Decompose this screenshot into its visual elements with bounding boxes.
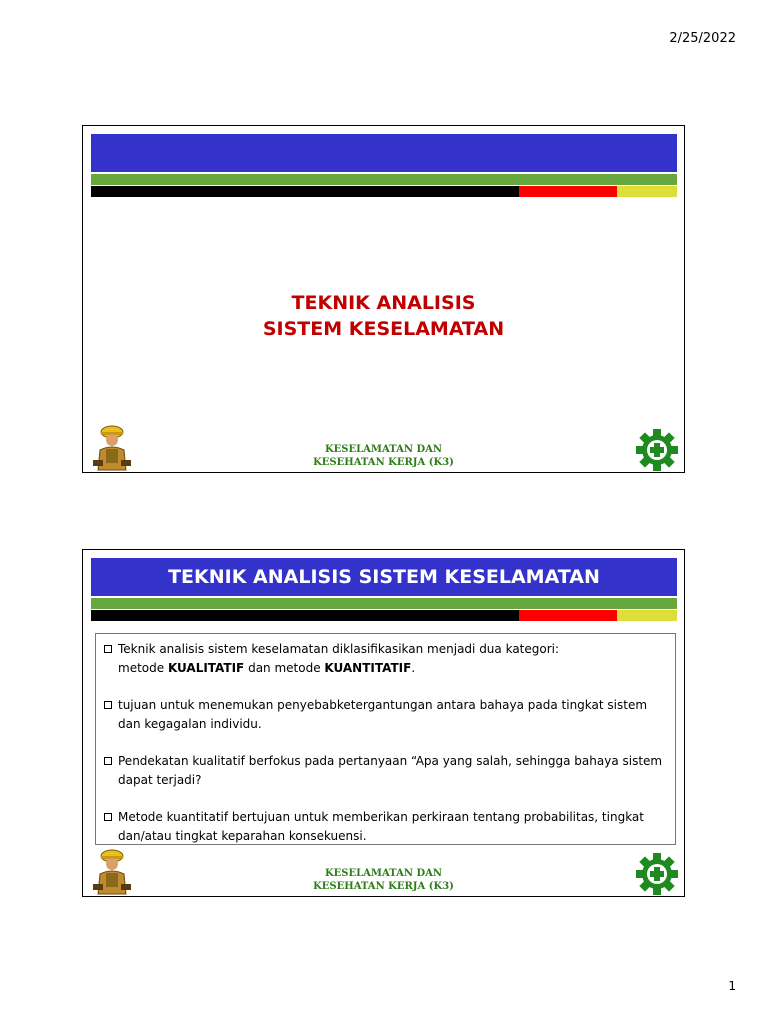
page-number: 1 (728, 979, 736, 993)
checkbox-bullet-icon (104, 813, 112, 821)
slide-2-color-rule (91, 610, 677, 621)
slide-2-content-box (95, 633, 676, 845)
slide-2-footer: KESELAMATAN DAN KESEHATAN KERJA (K3) (313, 868, 454, 892)
slide-2-title: TEKNIK ANALISIS SISTEM KESELAMATAN (168, 566, 600, 588)
bullet-item: Teknik analisis sistem keselamatan diklasifikasikan menjadi dua kategori: metode KUALITATIF dan metode KUANTITATIF. (104, 640, 667, 678)
slide-1-title: TEKNIK ANALISIS SISTEM KESELAMATAN (262, 292, 505, 340)
checkbox-bullet-icon (104, 757, 112, 765)
checkbox-bullet-icon (104, 701, 112, 709)
bullet-item: tujuan untuk menemukan penyebabketergantungan antara bahaya pada tingkat sistem dan kegagalan individu. (104, 696, 667, 734)
slide-1-header-band (91, 134, 677, 172)
checkbox-bullet-icon (104, 645, 112, 653)
slide-1-green-band (91, 174, 677, 185)
slide-1-color-rule (91, 186, 677, 197)
slide-1-footer: KESELAMATAN DAN KESEHATAN KERJA (K3) (313, 444, 454, 468)
k3-gear-icon (635, 852, 679, 896)
slide-2 (82, 549, 685, 897)
k3-gear-icon (635, 428, 679, 472)
slide-2-green-band (91, 598, 677, 609)
bullet-item: Metode kuantitatif bertujuan untuk memberikan perkiraan tentang probabilitas, tingkat dan/atau tingkat keparahan konsekuensi. (104, 808, 667, 846)
bullet-item: Pendekatan kualitatif berfokus pada pertanyaan “Apa yang salah, sehingga bahaya sistem dapat terjadi? (104, 752, 667, 790)
document-date: 2/25/2022 (669, 31, 736, 46)
slide-1 (82, 125, 685, 473)
